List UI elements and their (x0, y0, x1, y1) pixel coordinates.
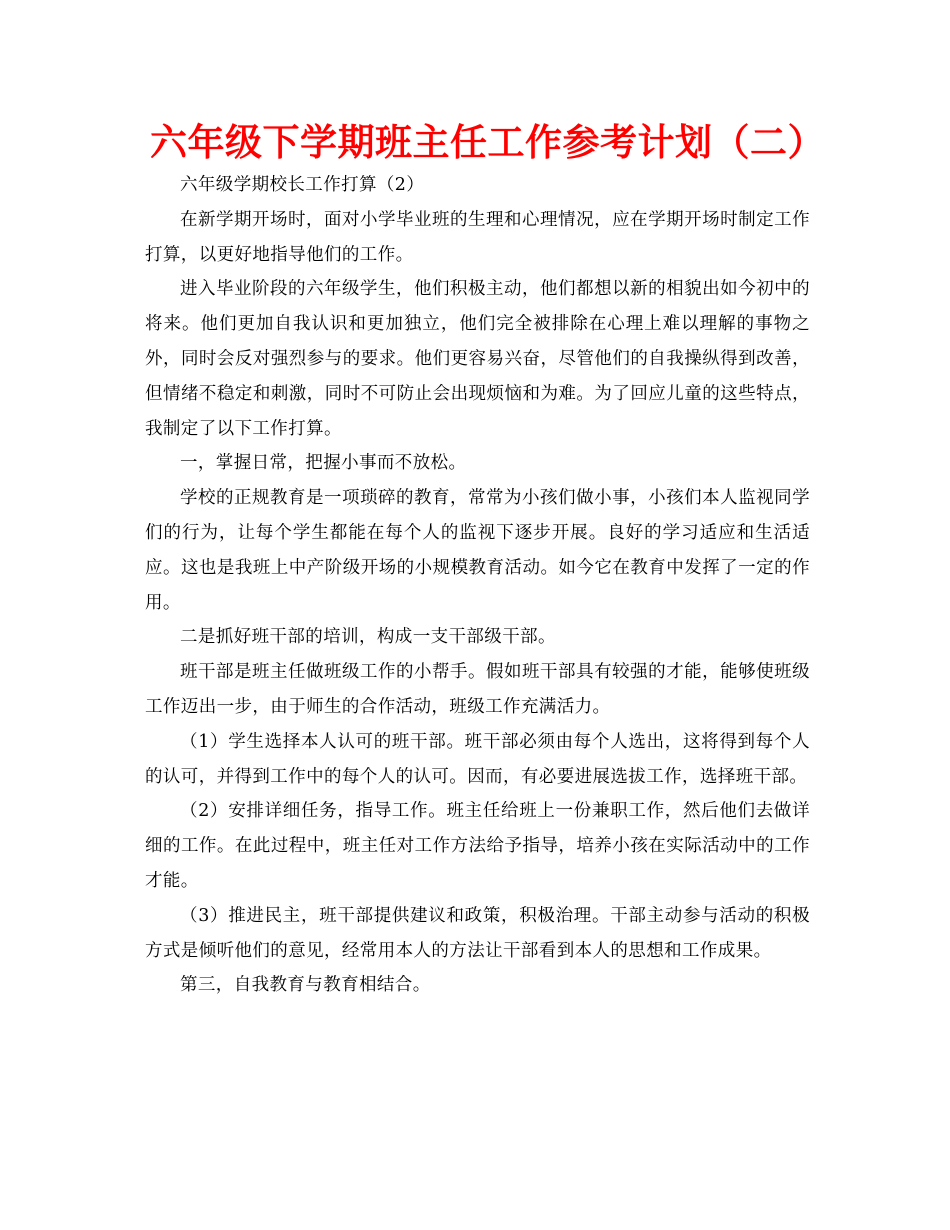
paragraph-subtitle: 六年级学期校长工作打算（2） (180, 175, 425, 195)
document-title: 六年级下学期班主任工作参考计划（二） (150, 121, 825, 164)
paragraph-item-1: （1）学生选择本人认可的班干部。班干部必须由每个人选出，这将得到每个人的认可，并得到工作中的每个人的认可。因而，有必要进展选拔工作，选择班干部。 (145, 731, 810, 787)
section-heading-1: 一，掌握日常，把握小事而不放松。 (180, 453, 467, 474)
paragraph-item-3: （3）推进民主，班干部提供建议和政策，积极治理。干部主动参与活动的积极方式是倾听他们的意见，经常用本人的方法让干部看到本人的思想和工作成果。 (145, 905, 810, 961)
paragraph-routine-education: 学校的正规教育是一项琐碎的教育，常常为小孩们做小事，小孩们本人监视同学们的行为，让每个学生都能在每个人的监视下逐步开展。良好的学习适应和生活适应。这也是我班上中产阶级开场的小规模教育活动。如今它在教育中发挥了一定的作用。 (145, 488, 810, 613)
section-heading-2: 二是抓好班干部的培训，构成一支干部级干部。 (180, 627, 556, 648)
paragraph-item-2: （2）安排详细任务，指导工作。班主任给班上一份兼职工作，然后他们去做详细的工作。在此过程中，班主任对工作方法给予指导，培养小孩在实际活动中的工作才能。 (145, 801, 810, 891)
paragraph-class-cadres: 班干部是班主任做班级工作的小帮手。假如班干部具有较强的才能，能够使班级工作迈出一步，由于师生的合作活动，班级工作充满活力。 (145, 662, 810, 717)
document-body (145, 168, 810, 1003)
section-heading-3: 第三，自我教育与教育相结合。 (180, 975, 431, 996)
paragraph-student-traits: 进入毕业阶段的六年级学生，他们积极主动，他们都想以新的相貌出如今初中的将来。他们更加自我认识和更加独立，他们完全被排除在心理上难以理解的事物之外，同时会反对强烈参与的要求。他们更容易兴奋，尽管他们的自我操纵得到改善，但情绪不稳定和刺激，同时不可防止会出现烦恼和为难。为了回应儿童的这些特点，我制定了以下工作打算。 (145, 279, 810, 439)
paragraph-intro: 在新学期开场时，面对小学毕业班的生理和心理情况，应在学期开场时制定工作打算，以更好地指导他们的工作。 (145, 209, 810, 265)
